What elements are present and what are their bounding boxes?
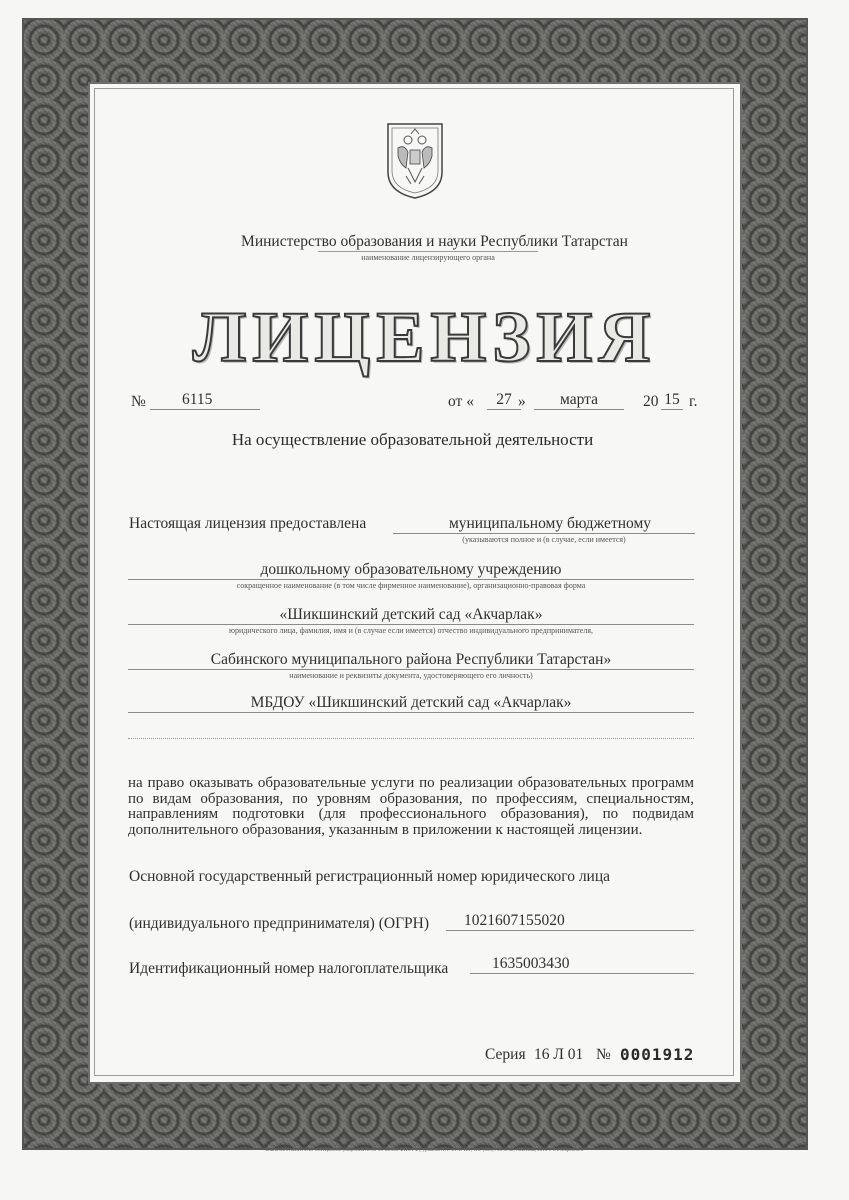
inn-label: Идентификационный номер налогоплательщика (129, 960, 449, 977)
caption-1: (указываются полное и (в случае, если имеется) (462, 535, 626, 544)
coat-of-arms-icon (384, 120, 446, 200)
series-number-label: № (596, 1046, 611, 1063)
caption-4: наименование и реквизиты документа, удостоверяющего его личность) (289, 671, 533, 680)
date-close-quote: » (518, 393, 526, 410)
ogrn-value: 1021607155020 (446, 912, 694, 931)
licensee-line-2: дошкольному образовательному учреждению (128, 561, 694, 580)
series-label: Серия (485, 1046, 526, 1063)
date-day: 27 (487, 391, 521, 410)
document-title: ЛИЦЕНЗИЯ (192, 297, 657, 377)
rights-paragraph: на право оказывать образовательные услуги по реализации образовательных программ по видам образования, по уровням образования, по профессиям, специальностям, направлениям подготовки (для профессионального образования), по подвидам дополнительного образования, указанным в приложении к настоящей лицензии. (128, 775, 694, 838)
number-label: № (131, 393, 146, 410)
printer-note: Бланк изготовлен ЗАО «ОПЦИОН» (лицензия № 05-05-09/003 ФНС РФ), уровень А. г. 15 № 121, тел. (495) 726 4742, г.Москва, 2014 г. www.opcion.ru (265, 1148, 584, 1153)
inn-value: 1635003430 (470, 955, 694, 974)
granted-label: Настоящая лицензия предоставлена (129, 515, 367, 532)
caption-3: юридического лица, фамилия, имя и (в случае если имеется) отчество индивидуального предпринимателя, (228, 626, 594, 635)
licensee-line-1: муниципальному бюджетному (393, 515, 695, 534)
caption-2: сокращенное наименование (в том числе фирменное наименование), организационно-правовая форма (236, 581, 586, 590)
date-from-label: от « (448, 393, 474, 410)
ministry-name: Министерство образования и науки Республики Татарстан (241, 233, 628, 250)
series-value: 16 Л 01 (534, 1046, 584, 1063)
date-year-unit: г. (689, 393, 698, 410)
date-month: марта (534, 391, 624, 410)
ogrn-label-line-2: (индивидуального предпринимателя) (ОГРН) (129, 915, 430, 932)
license-purpose: На осуществление образовательной деятельности (231, 430, 594, 449)
ogrn-label-line-1: Основной государственный регистрационный номер юридического лица (129, 868, 611, 885)
licensee-line-3: «Шикшинский детский сад «Акчарлак» (128, 606, 694, 625)
licensee-line-4: Сабинского муниципального района Республики Татарстан» (128, 651, 694, 670)
date-year-suffix: 15 (661, 391, 683, 410)
blank-line (128, 738, 694, 739)
licensee-short-name: МБДОУ «Шикшинский детский сад «Акчарлак» (128, 694, 694, 713)
ministry-caption: наименование лицензирующего органа (318, 251, 538, 262)
date-year-prefix: 20 (643, 393, 659, 410)
serial-number: 0001912 (620, 1045, 695, 1064)
license-number: 6115 (150, 391, 260, 410)
